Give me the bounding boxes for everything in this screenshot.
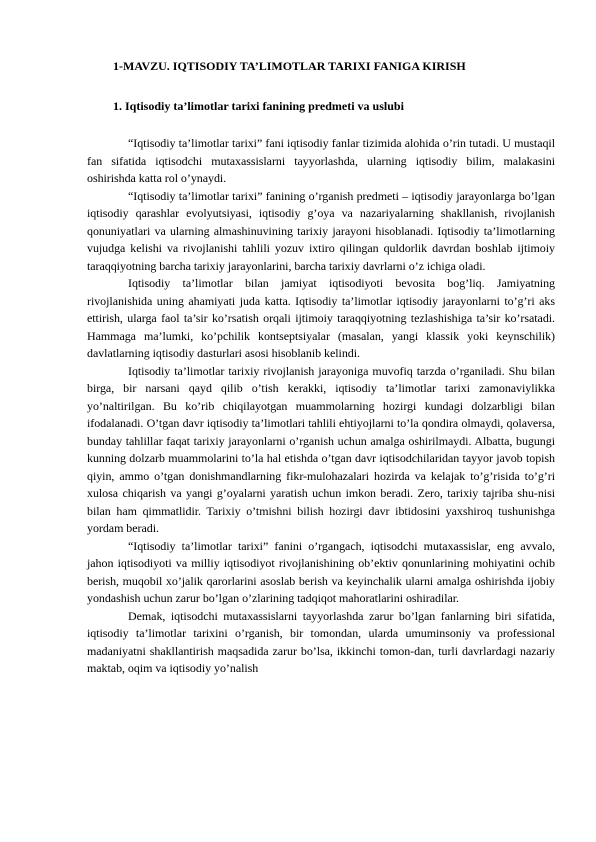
paragraph: “Iqtisodiy ta’limotlar tarixi” fanining o’rganish predmeti – iqtisodiy jarayonlarga bo’lgan iqtisodiy qarashlar evolyutsiyasi, iqtisodiy g’oya va nazariyalarning shakllanish, rivojlanish qonuniyatlari va ularning almashinuvining tarixiy jarayoni hisoblanadi. Iqtisodiy ta’limotlarning vujudga kelishi va rivojlanishi tahlili yozuv ixtiro qilingan quldorlik davrdan boshlab ijtimoiy taraqqiyotning barcha tarixiy jarayonlarini, barcha tarixiy davrlarni o’z ichiga oladi. — [87, 188, 555, 273]
document-page — [87, 58, 555, 678]
paragraph: Iqtisodiy ta’limotlar bilan jamiyat iqtisodiyoti bevosita bog’liq. Jamiyatning rivojlanishida uning ahamiyati juda katta. Iqtisodiy ta’limotlar iqtisodiy jarayonlarni to’g’ri aks ettirish, ularga faol ta’sir ko’rsatish orqali ijtimoiy taraqqiyotning tezlashishiga ta’sir ko’rsatadi. Hammaga ma’lumki, ko’pchilik kontseptsiyalar (masalan, yangi klassik yoki keynschilik) davlatlarning iqtisodiy dasturlari asosi hisoblanib kelindi. — [87, 276, 555, 360]
paragraph: “Iqtisodiy ta’limotlar tarixi” fani iqtisodiy fanlar tizimida alohida o’rin tutadi. U mustaqil fan sifatida iqtisodchi mutaxassislarni tayyorlashda, ularning iqtisodiy bilim, malakasini oshirishda katta rol o’ynaydi. — [87, 136, 555, 185]
paragraph: Demak, iqtisodchi mutaxassislarni tayyorlashda zarur bo’lgan fanlarning biri sifatida, iqtisodiy ta’limotlar tarixini o’rganish, bir tomondan, ularda umuminsoniy va professional madaniyatni shakllantirish maqsadida zarur bo’lsa, ikkinchi tomon-dan, turli davrlardagi nazariy maktab, oqim va iqtisodiy yo’nalish — [87, 608, 555, 675]
paragraph: Iqtisodiy ta’limotlar tarixiy rivojlanish jarayoniga muvofiq tarzda o’rganiladi. Shu bilan birga, bir narsani qayd qilib o’tish kerakki, iqtisodiy ta’limotlar tarixi zamonaviylikka yo’naltirilgan. Bu ko’rib chiqilayotgan muammolarning hozirgi kundagi dolzarbligi bilan ifodalanadi. O’tgan davr iqtisodiy ta’limotlari tahlili ehtiyojlarni to’la qondira olmaydi, qolaversa, bunday tahlillar faqat tarixiy jarayonlarni o’rganish uchun amalga oshirilmaydi. Albatta, bugungi kunning dolzarb muammolarini to’la hal etishda o’tgan davr iqtisodchilaridan tayyor javob topish qiyin, ammo o’tgan donishmandlarning fikr-mulohazalari hozirda va kelajak to’g’risida to’g’ri xulosa chiqarish va yangi g’oyalarni yaratish uchun imkon beradi. Zero, tarixiy tajriba shu-nisi bilan ham qimmatlidir. Tarixiy o’tmishni bilish hozirgi davr ibtidosini yaxshiroq tushunishga yordam beradi. — [87, 363, 555, 535]
paragraph: “Iqtisodiy ta’limotlar tarixi” fanini o’rgangach, iqtisodchi mutaxassislar, eng avvalo, jahon iqtisodiyoti va milliy iqtisodiyot rivojlanishining ob’ektiv qonunlarining mohiyatini ochib berish, muqobil xo’jalik qarorlarini asoslab berish va keyinchalik ularni amalga oshirishda ijobiy yondashish uchun zarur bo’lgan o’zlarining tadqiqot mahoratlarini oshiradilar. — [87, 538, 555, 605]
section-heading: 1. Iqtisodiy ta’limotlar tarixi fanining predmeti va uslubi — [113, 99, 404, 113]
page-title: 1-MAVZU. IQTISODIY TA’LIMOTLAR TARIXI FANIGA KIRISH — [113, 59, 466, 73]
